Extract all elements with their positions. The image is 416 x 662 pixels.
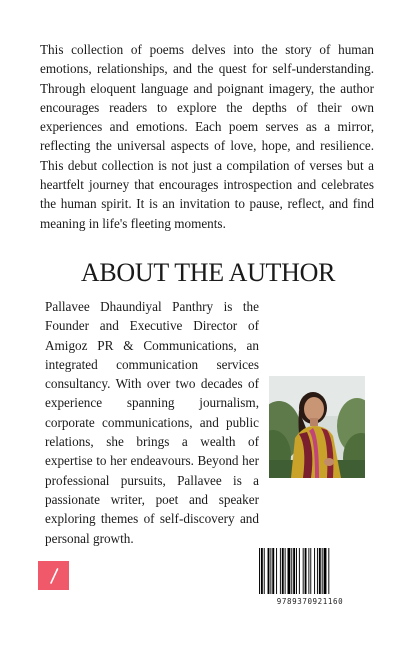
author-bio: Pallavee Dhaundiyal Panthry is the Founder and Executive Director of Amigoz PR & Communications, an integrated communication services consultancy. With over two decades of experience spanning journalism, corporate communications, and public relations, she brings a wealth of expertise to her endeavours. Beyond her professional pursuits, Pallavee is a passionate writer, poet and speaker exploring themes of self-discovery and personal growth. (45, 299, 259, 546)
barcode-bar (310, 548, 311, 594)
barcode-bar (324, 548, 327, 594)
barcode-bars (257, 548, 363, 596)
barcode-bar (314, 548, 315, 594)
about-author-heading: ABOUT THE AUTHOR (80, 258, 336, 287)
barcode-bar (293, 548, 295, 594)
barcode-bar (288, 548, 291, 594)
slash-logo-icon (47, 567, 61, 585)
barcode-bar (282, 548, 284, 594)
barcode-bar (291, 548, 292, 594)
barcode-bar (308, 548, 309, 594)
barcode-bar (296, 548, 297, 594)
book-blurb: This collection of poems delves into the story of human emotions, relationships, and the quest for self-understanding. Through eloquent language and poignant imagery, the author encourages readers to explore the depths of their own experiences and emotions. Each poem serves as a mirror, reflecting the universal aspects of love, hope, and resilience. This debut collection is not just a compilation of verses but a heartfelt journey that encourages introspection and celebrates the human spirit. It is an invitation to pause, reflect, and find meaning in life's fleeting moments. (40, 42, 374, 231)
barcode-bar (319, 548, 321, 594)
barcode-bar (299, 548, 300, 594)
barcode-bar (322, 548, 323, 594)
barcode-bar (268, 548, 270, 594)
author-photo (269, 376, 365, 478)
barcode-bar (305, 548, 307, 594)
barcode-bar (276, 548, 277, 594)
isbn-number: 9789370921160 (276, 597, 344, 606)
barcode-bar (280, 548, 281, 594)
barcode-bar (285, 548, 286, 594)
barcode-bar (303, 548, 304, 594)
barcode-bar (328, 548, 329, 594)
barcode-bar (270, 548, 271, 594)
barcode-bar (259, 548, 260, 594)
barcode-bar (272, 548, 274, 594)
barcode-bar (264, 548, 265, 594)
barcode-bar (317, 548, 318, 594)
barcode-bar (261, 548, 263, 594)
publisher-logo (38, 561, 69, 590)
